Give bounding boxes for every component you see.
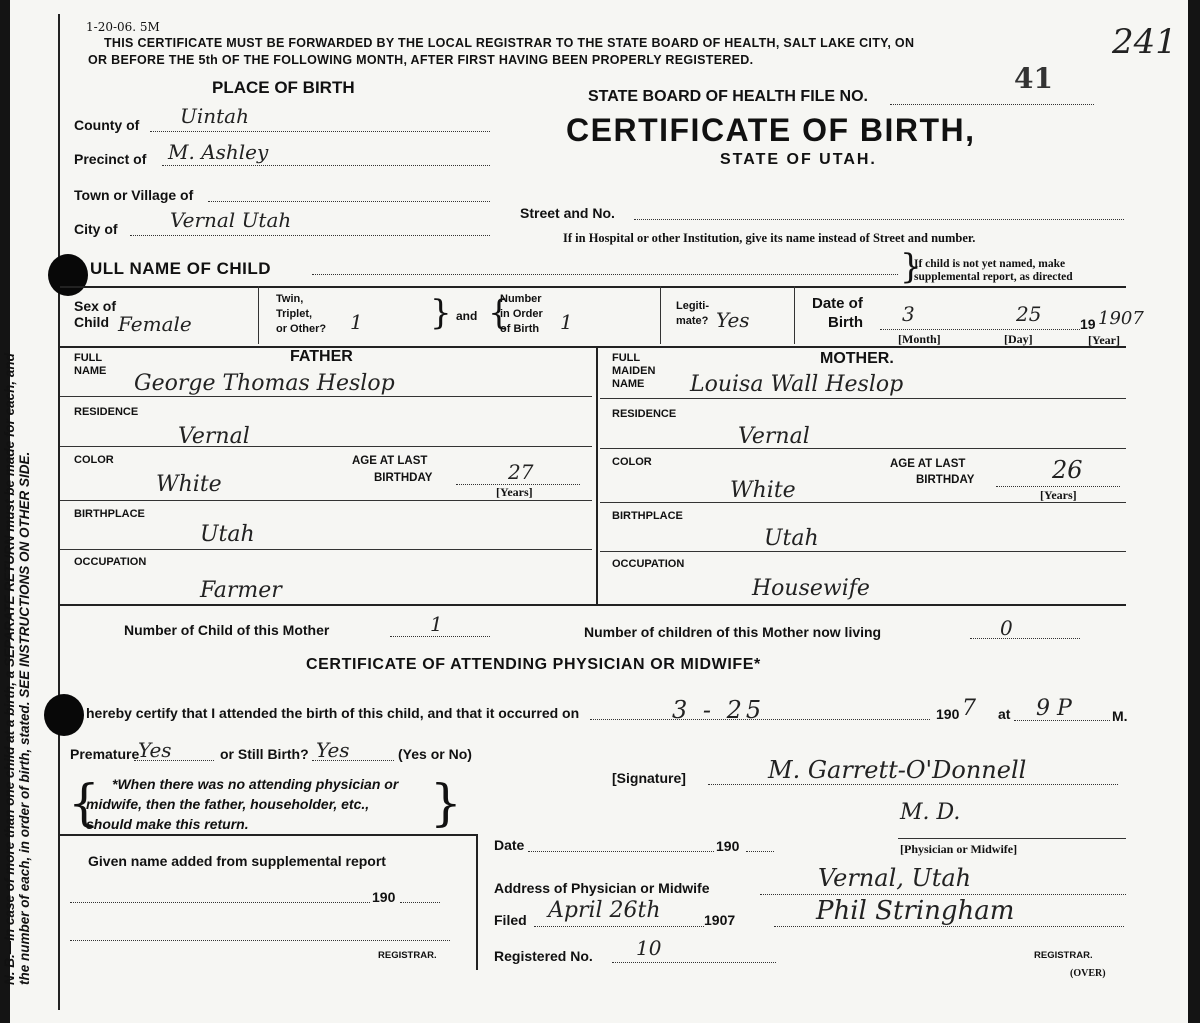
twin-label-2: Triplet, <box>276 308 313 320</box>
notice-line2: OR BEFORE THE 5th OF THE FOLLOWING MONTH, AFTER FIRST HAVING BEEN PROPERLY REGISTERED. <box>88 53 754 67</box>
dob-year-prefix: 19 <box>1080 316 1096 332</box>
mother-age-line <box>996 486 1120 487</box>
precinct-line <box>162 165 490 166</box>
twin-value: 1 <box>350 310 363 334</box>
twin-label-1: Twin, <box>276 293 304 305</box>
father-name: George Thomas Heslop <box>134 371 395 396</box>
stillbirth-label: or Still Birth? <box>220 746 309 762</box>
physician-or-midwife-label: [Physician or Midwife] <box>900 842 1018 856</box>
number-label-2: in Order <box>500 308 543 320</box>
rule-father-residence <box>60 446 592 447</box>
county-line <box>150 131 490 132</box>
mother-full-label-2: MAIDEN <box>612 365 656 377</box>
birth-date-value: 3 - 25 <box>672 696 766 724</box>
mother-birthplace: Utah <box>764 526 819 551</box>
filed-value: April 26th <box>548 898 661 923</box>
supplemental-year-line <box>400 902 440 903</box>
address-value: Vernal, Utah <box>818 864 972 892</box>
rule-child-sep1 <box>258 286 259 344</box>
mother-full-label-1: FULL <box>612 352 641 364</box>
twin-label-3: or Other? <box>276 323 327 335</box>
street-line <box>634 219 1124 220</box>
county-value: Uintah <box>180 104 249 128</box>
punch-hole-bottom <box>44 694 84 736</box>
child-number-label: Number of Child of this Mother <box>124 622 330 638</box>
supplemental-name-label: Given name added from supplemental report <box>88 853 386 869</box>
certificate-title: CERTIFICATE OF BIRTH, <box>566 112 976 148</box>
rule-registrar-box-top <box>60 834 478 836</box>
father-full-label-2: NAME <box>74 365 107 377</box>
note-line-3: should make this return. <box>86 816 249 832</box>
number-value: 1 <box>560 310 573 334</box>
signature-label: [Signature] <box>612 770 686 786</box>
mother-residence: Vernal <box>738 424 810 449</box>
supplemental-brace: } <box>900 247 922 287</box>
dob-year: 1907 <box>1098 308 1144 329</box>
physician-title: M. D. <box>900 800 961 825</box>
note-brace-right: } <box>430 774 462 832</box>
mother-birthplace-label: BIRTHPLACE <box>612 510 683 522</box>
hospital-note: If in Hospital or other Institution, give its name instead of Street and number. <box>563 231 976 245</box>
registrar-left-line <box>70 940 450 941</box>
city-value: Vernal Utah <box>170 208 292 232</box>
filed-year: 1907 <box>704 912 736 928</box>
date-line <box>528 851 714 852</box>
date-year-line <box>746 851 774 852</box>
filed-line <box>534 926 704 927</box>
registrar-signature: Phil Stringham <box>816 896 1015 926</box>
and-label: and <box>456 309 478 323</box>
registered-value: 10 <box>636 936 662 960</box>
note-brace-left: { <box>68 774 100 832</box>
sex-label-1: Sex of <box>74 298 117 314</box>
mother-years-label: [Years] <box>1040 488 1077 502</box>
child-name-line <box>312 274 898 275</box>
legit-label-1: Legiti- <box>676 300 709 312</box>
file-no-line <box>890 104 1094 105</box>
scan-right-edge <box>1188 0 1200 1023</box>
dob-year-label: [Year] <box>1088 333 1120 347</box>
county-label: County of <box>74 117 140 133</box>
mother-age-label-2: BIRTHDAY <box>916 474 975 486</box>
rule-father-color <box>60 500 592 501</box>
city-label: City of <box>74 221 118 237</box>
registered-line <box>612 962 776 963</box>
number-label-3: of Birth <box>500 323 540 335</box>
rule-mother-birthplace <box>600 551 1126 552</box>
birth-time-value: 9 P <box>1036 696 1072 721</box>
note-line-2: midwife, then the father, householder, etc., <box>86 796 370 812</box>
certificate-subtitle: STATE OF UTAH. <box>720 151 877 168</box>
supplemental-note-1: If child is not yet named, make <box>914 258 1066 270</box>
notice-line1: THIS CERTIFICATE MUST BE FORWARDED BY THE LOCAL REGISTRAR TO THE STATE BOARD OF HEALTH, SALT LAKE CITY, ON <box>104 36 915 50</box>
precinct-label: Precinct of <box>74 151 147 167</box>
legit-value: Yes <box>716 308 750 332</box>
mother-occupation: Housewife <box>752 576 870 601</box>
mother-name: Louisa Wall Heslop <box>690 372 904 397</box>
address-label: Address of Physician or Midwife <box>494 880 710 896</box>
father-birthplace: Utah <box>200 522 255 547</box>
yes-no-label: (Yes or No) <box>398 746 472 762</box>
father-full-label-1: FULL <box>74 352 103 364</box>
supplemental-name-line <box>70 902 370 903</box>
father-residence: Vernal <box>178 424 250 449</box>
mother-full-label-3: NAME <box>612 378 645 390</box>
signature-line <box>708 784 1118 785</box>
rule-father-birthplace <box>60 549 592 550</box>
father-birthplace-label: BIRTHPLACE <box>74 508 145 520</box>
registered-label: Registered No. <box>494 948 593 964</box>
child-number-line <box>390 636 490 637</box>
filed-label: Filed <box>494 912 527 928</box>
registrar-label-left: REGISTRAR. <box>378 950 437 961</box>
rule-parents-bottom <box>60 604 1126 606</box>
sex-value: Female <box>118 312 192 336</box>
town-line <box>208 201 490 202</box>
dob-month: 3 <box>902 302 915 326</box>
corner-number: 241 <box>1112 22 1177 62</box>
father-occupation-label: OCCUPATION <box>74 556 147 568</box>
rule-child-top <box>60 286 1126 288</box>
dob-month-label: [Month] <box>898 332 941 346</box>
supplemental-year-prefix: 190 <box>372 889 396 905</box>
file-no-label: STATE BOARD OF HEALTH FILE NO. <box>588 88 868 105</box>
city-line <box>130 235 490 236</box>
date-label: Date <box>494 837 525 853</box>
father-years-label: [Years] <box>496 485 533 499</box>
birth-year-prefix: 190 <box>936 706 960 722</box>
rule-child-sep3 <box>794 286 795 344</box>
mother-age-label-1: AGE AT LAST <box>890 458 966 470</box>
birth-year-value: 7 <box>962 696 976 721</box>
child-number-value: 1 <box>430 612 443 636</box>
note-line-1: *When there was no attending physician or <box>112 776 399 792</box>
sidebar-note <box>2 85 32 985</box>
rule-registrar-box-side <box>476 834 478 970</box>
sidebar-note-line1: N. B.—In case of more than one child at a birth, a SEPARATE RETURN must be made for each, and <box>2 353 17 985</box>
over-label: (OVER) <box>1070 968 1106 979</box>
dob-label-2: Birth <box>828 314 863 331</box>
number-label-1: Number <box>500 293 542 305</box>
stillbirth-value: Yes <box>316 738 350 762</box>
mother-age: 26 <box>1052 456 1083 484</box>
physician-signature: M. Garrett-O'Donnell <box>768 756 1027 784</box>
living-children-line <box>970 638 1080 639</box>
physician-heading: CERTIFICATE OF ATTENDING PHYSICIAN OR MIDWIFE* <box>306 656 761 673</box>
place-of-birth-heading: PLACE OF BIRTH <box>212 78 355 97</box>
date-year-prefix: 190 <box>716 838 740 854</box>
rule-mother-name <box>600 398 1126 399</box>
mother-heading: MOTHER. <box>820 350 894 367</box>
registrar-signature-line <box>774 926 1124 927</box>
dob-line <box>880 329 1080 330</box>
rule-parents-divider <box>596 346 598 604</box>
mother-color-label: COLOR <box>612 456 652 468</box>
living-children-label: Number of children of this Mother now living <box>584 624 882 640</box>
father-residence-label: RESIDENCE <box>74 406 139 418</box>
father-age-label-2: BIRTHDAY <box>374 472 433 484</box>
registrar-label-right: REGISTRAR. <box>1034 950 1093 961</box>
dob-label-1: Date of <box>812 295 863 312</box>
sidebar-note-line2: the number of each, in order of birth, stated. SEE INSTRUCTIONS ON OTHER SIDE. <box>17 451 32 985</box>
rule-father-name <box>60 396 592 397</box>
premature-label: Premature <box>70 746 140 762</box>
street-label: Street and No. <box>520 205 615 221</box>
father-color-label: COLOR <box>74 454 114 466</box>
certify-text: hereby certify that I attended the birth of this child, and that it occurred on <box>86 705 580 721</box>
form-code: 1-20-06. 5M <box>86 20 160 34</box>
father-age: 27 <box>508 460 534 484</box>
dob-day-label: [Day] <box>1004 332 1033 346</box>
supplemental-note-2: supplemental report, as directed <box>914 271 1073 283</box>
margin-rule <box>58 14 60 1010</box>
precinct-value: M. Ashley <box>168 140 269 164</box>
mother-color: White <box>730 478 796 503</box>
rule-physician-or-midwife <box>898 838 1126 839</box>
father-color: White <box>156 472 222 497</box>
rule-mother-residence <box>600 448 1126 449</box>
mother-occupation-label: OCCUPATION <box>612 558 685 570</box>
file-no-value: 41 <box>1014 62 1053 95</box>
father-age-label-1: AGE AT LAST <box>352 455 428 467</box>
premature-value: Yes <box>138 738 172 762</box>
rule-parents-top <box>60 346 1126 348</box>
father-heading: FATHER <box>290 348 353 365</box>
dob-day: 25 <box>1016 302 1042 326</box>
living-children-value: 0 <box>1000 616 1013 640</box>
twin-brace: } <box>430 293 452 333</box>
legit-label-2: mate? <box>676 315 709 327</box>
m-label: M. <box>1112 708 1128 724</box>
child-name-label: ULL NAME OF CHILD <box>90 259 272 278</box>
rule-child-sep2 <box>660 286 661 344</box>
address-line <box>760 894 1126 895</box>
town-label: Town or Village of <box>74 187 194 203</box>
number-brace: { <box>488 293 510 333</box>
rule-mother-color <box>600 502 1126 503</box>
at-label: at <box>998 706 1011 722</box>
mother-residence-label: RESIDENCE <box>612 408 677 420</box>
punch-hole-top <box>48 254 88 296</box>
father-occupation: Farmer <box>200 578 282 603</box>
sex-label-2: Child <box>74 314 109 330</box>
